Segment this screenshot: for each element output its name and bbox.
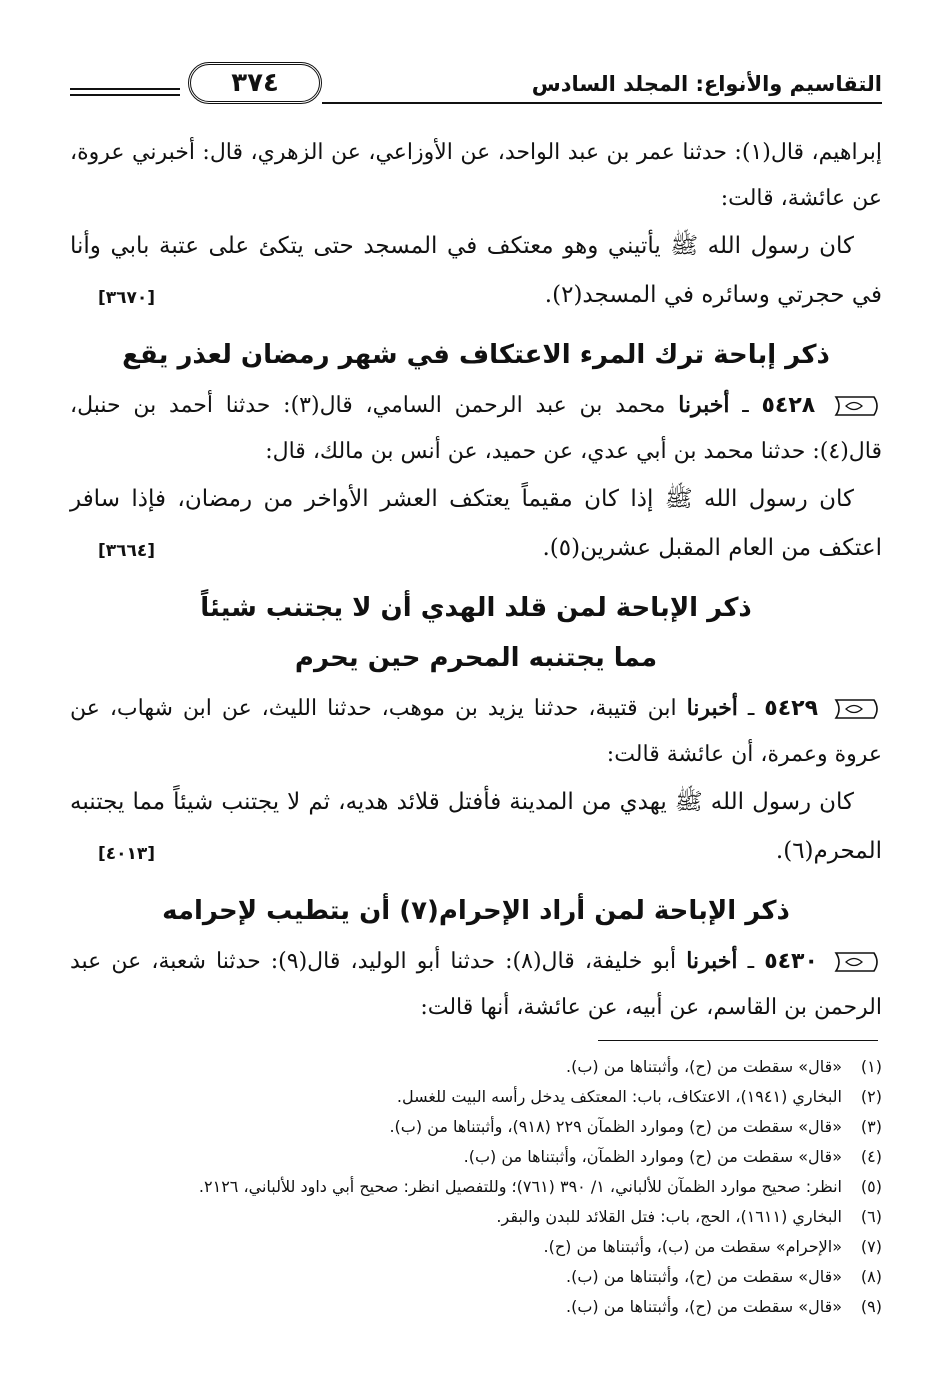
footnote	[70, 1172, 882, 1202]
akhbarana-label: أخبرنا	[686, 695, 738, 721]
footnotes	[70, 1052, 882, 1322]
page-body	[70, 130, 882, 1031]
chapter-heading-line: ذكر الإباحة لمن قلد الهدي أن لا يجتنب شيئاً	[200, 593, 752, 623]
footnote-number: (٨)	[860, 1267, 882, 1286]
footnote	[70, 1082, 882, 1112]
footnote-text: «قال» سقطت من (ح)، وأثبتناها من (ب).	[566, 1267, 842, 1286]
footnote-text: انظر: صحيح موارد الظمآن للألباني، ١/ ٣٩٠ (٧٦١)؛ وللتفصيل انظر: صحيح أبي داود للألباني، ٢١٢٦.	[198, 1177, 842, 1196]
footnote	[70, 1262, 882, 1292]
footnote	[70, 1052, 882, 1082]
footnote-text: «قال» سقطت من (ح) وموارد الظمآن ٢٢٩ (٩١٨)، وأثبتناها من (ب).	[389, 1117, 842, 1136]
footnote	[70, 1232, 882, 1262]
footnote-text: البخاري (١٦١١)، الحج، باب: فتل القلائد للبدن والبقر.	[496, 1207, 842, 1226]
hadith-matn	[70, 222, 882, 320]
header-ornament-rules	[70, 76, 180, 106]
hadith-number: ٥٤٣٠	[764, 949, 818, 974]
footnote-number: (٥)	[860, 1177, 882, 1196]
isnad-text: ابن قتيبة، حدثنا يزيد بن موهب، حدثنا الليث، عن ابن شهاب، عن عروة وعمرة، أن عائشة قالت:	[70, 696, 882, 767]
footnote-text: البخاري (١٩٤١)، الاعتكاف، باب: المعتكف يدخل رأسه البيت للغسل.	[396, 1087, 842, 1106]
running-title: التقاسيم والأنواع: المجلد السادس	[531, 72, 882, 96]
footnote-number: (٣)	[860, 1117, 882, 1136]
isnad-text: إبراهيم، قال(١): حدثنا عمر بن عبد الواحد، عن الأوزاعي، عن الزهري، قال: أخبرني عروة، عن عائشة، قالت:	[70, 140, 882, 211]
footnote-number: (١)	[860, 1057, 882, 1076]
akhbarana-label: أخبرنا	[686, 948, 738, 974]
chapter-heading	[70, 583, 882, 683]
footnote-number: (٢)	[860, 1087, 882, 1106]
hadith-number: ٥٤٢٨	[761, 393, 816, 418]
matn-text: كان رسول الله ﷺ إذا كان مقيماً يعتكف العشر الأواخر من رمضان، فإذا سافر اعتكف من العام المقبل عشرين(٥).	[70, 486, 882, 561]
hadith-isnad: ٥٤٢٨ ـ أخبرنا محمد بن عبد الرحمن السامي، قال(٣): حدثنا أحمد بن حنبل، قال(٤): حدثنا محمد بن أبي عدي، عن حميد، عن أنس بن مالك، قال:	[70, 392, 882, 464]
footnote	[70, 1142, 882, 1172]
akhbarana-label: أخبرنا	[678, 392, 730, 418]
matn-text: كان رسول الله ﷺ يهدي من المدينة فأفتل قلائد هديه، ثم لا يجتنب شيئاً مما يجتنبه المحرم(٦).	[70, 789, 882, 864]
hadith-reference: [٣٦٦٤]	[98, 541, 156, 561]
footnote	[70, 1112, 882, 1142]
page-header	[70, 62, 882, 118]
footnote	[70, 1202, 882, 1232]
footnote-number: (٦)	[860, 1207, 882, 1226]
matn-text: كان رسول الله ﷺ يأتيني وهو معتكف في المسجد حتى يتكئ على عتبة بابي وأنا في حجرتي وسائره في المسجد(٢).	[70, 233, 882, 308]
hadith-reference: [٣٦٧٠]	[98, 288, 156, 308]
footnote	[70, 1292, 882, 1322]
hadith-marker-icon	[834, 949, 882, 975]
hadith-number: ٥٤٢٩	[764, 696, 819, 721]
page-number: ٣٧٤	[188, 62, 322, 104]
hadith-reference: [٤٠١٣]	[98, 844, 156, 864]
hadith-isnad: ٥٤٣٠ ـ أخبرنا أبو خليفة، قال(٨): حدثنا أبو الوليد، قال(٩): حدثنا شعبة، عن عبد الرحمن بن القاسم، عن أبيه، عن عائشة، أنها قالت:	[70, 948, 882, 1020]
footnote-text: «الإحرام» سقطت من (ب)، وأثبتناها من (ح).	[543, 1237, 842, 1256]
header-rule	[322, 102, 882, 104]
chapter-heading: ذكر الإباحة لمن أراد الإحرام(٧) أن يتطيب لإحرامه	[162, 896, 790, 926]
ornament-rule	[70, 94, 180, 96]
hadith-marker-icon	[834, 393, 882, 419]
ornament-rule	[70, 88, 180, 90]
chapter-heading-line: مما يجتنبه المحرم حين يحرم	[294, 643, 658, 673]
footnote-number: (٤)	[860, 1147, 882, 1166]
footnote-number: (٧)	[860, 1237, 882, 1256]
footnote-text: «قال» سقطت من (ح)، وأثبتناها من (ب).	[566, 1057, 842, 1076]
hadith-matn	[70, 475, 882, 573]
chapter-heading: ذكر إباحة ترك المرء الاعتكاف في شهر رمضان لعذر يقع	[122, 340, 830, 370]
hadith-isnad: ٥٤٢٩ ـ أخبرنا ابن قتيبة، حدثنا يزيد بن موهب، حدثنا الليث، عن ابن شهاب، عن عروة وعمرة، أن عائشة قالت:	[70, 695, 882, 767]
isnad-text: أبو خليفة، قال(٨): حدثنا أبو الوليد، قال(٩): حدثنا شعبة، عن عبد الرحمن بن القاسم، عن أبيه، عن عائشة، أنها قالت:	[70, 949, 882, 1020]
footnote-divider	[598, 1040, 878, 1041]
hadith-marker-icon	[834, 696, 882, 722]
hadith-matn	[70, 778, 882, 876]
isnad-text: محمد بن عبد الرحمن السامي، قال(٣): حدثنا أحمد بن حنبل، قال(٤): حدثنا محمد بن أبي عدي، عن حميد، عن أنس بن مالك، قال:	[70, 393, 882, 464]
footnote-number: (٩)	[860, 1297, 882, 1316]
footnote-text: «قال» سقطت من (ح) وموارد الظمآن، وأثبتناها من (ب).	[463, 1147, 842, 1166]
footnote-text: «قال» سقطت من (ح)، وأثبتناها من (ب).	[566, 1297, 842, 1316]
